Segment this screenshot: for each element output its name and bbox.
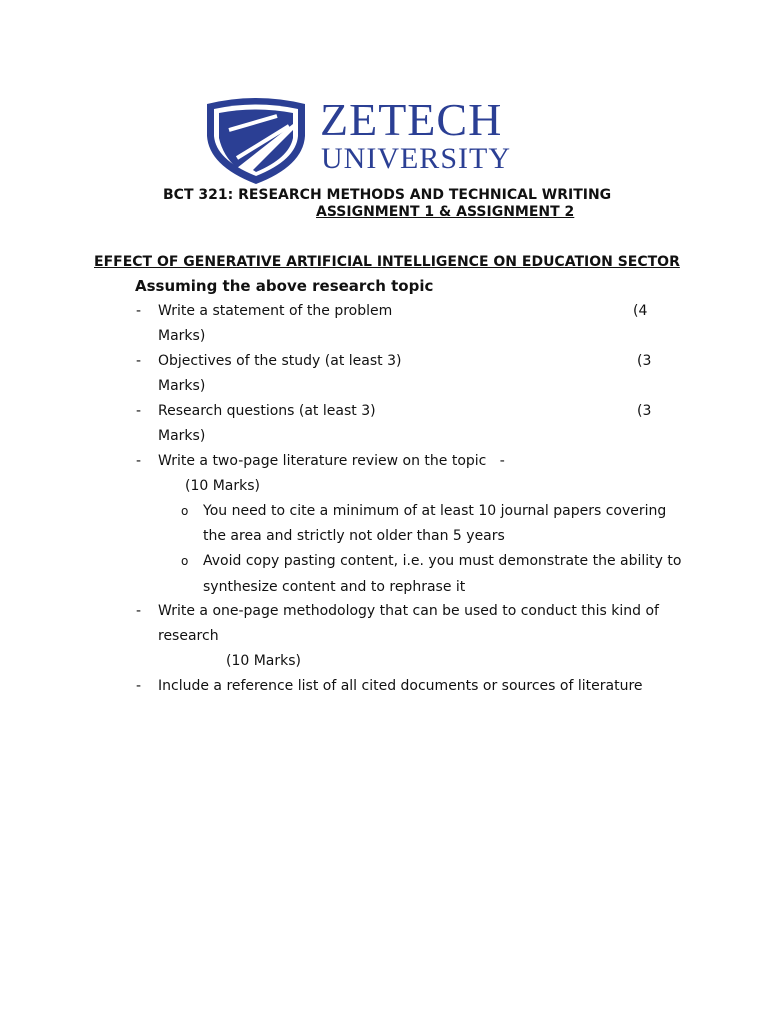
item-text: Include a reference list of all cited documents or sources of literature (158, 678, 643, 694)
topic-heading: EFFECT OF GENERATIVE ARTIFICIAL INTELLIGENCE ON EDUCATION SECTOR (94, 254, 680, 270)
item-marks-cont: Marks) (158, 428, 206, 444)
bullet-dash: - (136, 603, 142, 619)
item-text: Research questions (at least 3) (158, 403, 376, 419)
subitem-text: Avoid copy pasting content, i.e. you must demonstrate the ability to (203, 553, 682, 569)
subitem-text-cont: synthesize content and to rephrase it (203, 579, 466, 595)
assignment-title: ASSIGNMENT 1 & ASSIGNMENT 2 (316, 204, 575, 220)
bullet-circle: o (181, 504, 189, 518)
logo-wordmark: ZETECH (320, 94, 503, 145)
item-text: Objectives of the study (at least 3) (158, 353, 402, 369)
logo-subtitle: UNIVERSITY (321, 142, 511, 175)
bullet-dash: - (136, 678, 142, 694)
subitem-text-cont: the area and strictly not older than 5 years (203, 528, 505, 544)
item-text: Write a statement of the problem (158, 303, 393, 319)
bullet-dash: - (136, 403, 142, 419)
item-marks: (3 (637, 403, 652, 419)
bullet-dash: - (136, 353, 142, 369)
intro-text: Assuming the above research topic (135, 277, 434, 295)
bullet-circle: o (181, 554, 189, 568)
subitem-text: You need to cite a minimum of at least 10 journal papers covering (203, 503, 667, 519)
item-marks-cont: Marks) (158, 328, 206, 344)
item-text: Write a one-page methodology that can be used to conduct this kind of (158, 603, 659, 619)
item-marks-cont: Marks) (158, 378, 206, 394)
item-marks: (3 (637, 353, 652, 369)
item-marks: (10 Marks) (226, 653, 302, 669)
item-marks: (10 Marks) (185, 478, 261, 494)
shield-z-icon (203, 96, 309, 186)
course-title: BCT 321: RESEARCH METHODS AND TECHNICAL WRITING (163, 187, 612, 203)
item-text: Write a two-page literature review on the topic - (158, 453, 505, 469)
bullet-dash: - (136, 303, 142, 319)
item-text-cont: research (158, 628, 219, 644)
item-marks: (4 (633, 303, 648, 319)
bullet-dash: - (136, 453, 142, 469)
